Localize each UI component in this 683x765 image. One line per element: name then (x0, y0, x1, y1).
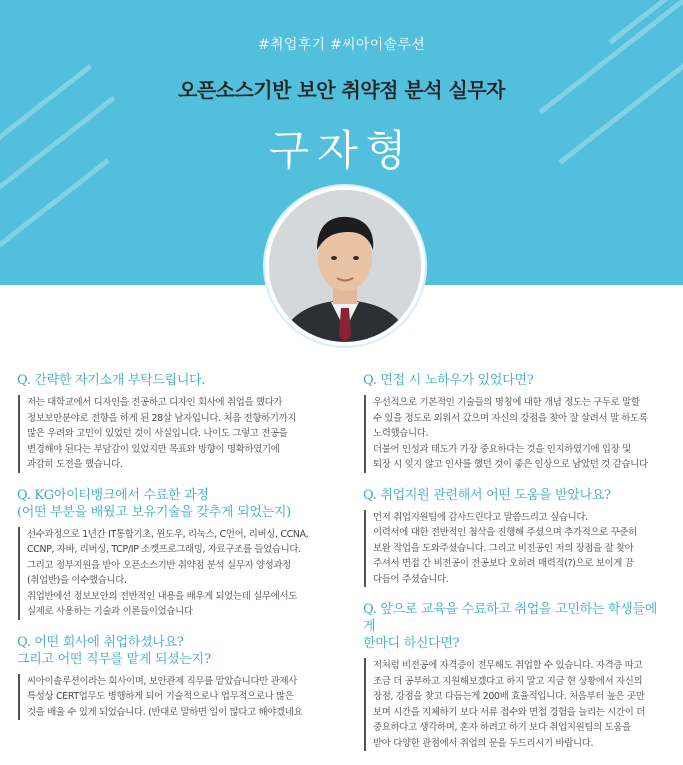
hashtags: #취업후기 #씨아이솔루션 (257, 37, 426, 53)
answer-text: 저처럼 비전공에 자격증이 전무해도 취업할 수 있습니다. 자격증 따고 조금 더 공부하고 지원해보겠다고 하지 말고 지금 현 상황에서 자신의 장점, 강점을 찾고 다듬는게 200배 효율적입니다. 처음부터 높은 곳만 보며 시간을 지체하기 보다 서류 접수와 면접 경험을 늘리는 시간이 더 중요하다고 생각하며, 혼자 하려고 하기 보다 취업지원팀의 도움을 받아 다양한 관점에서 취업의 문을 두드리시기 바랍니다. (364, 658, 663, 751)
question-text: Q. KG아이티뱅크에서 수료한 과정 (어떤 부분을 배웠고 보유기술을 갖추게 되었는지) (17, 487, 291, 520)
qa-item (363, 372, 663, 473)
qa-item (363, 601, 663, 751)
page-subtitle: 오픈소스기반 보안 취약점 분석 실무자 (178, 78, 505, 102)
answer-text: 씨아이솔루션이라는 회사이며, 보안관제 직무를 맡았습니다만 관제사 특성상 CERT업무도 병행하게 되어 기술적으로나 업무적으로나 많은 것을 배울 수 있게 되었습니다. (반대로 말하면 일이 많다고 해야겠네요 (18, 674, 317, 721)
right-column (363, 372, 663, 765)
question-text: Q. 면접 시 노하우가 있었다면? (363, 373, 534, 388)
person-portrait-icon (269, 190, 421, 342)
profile-photo (265, 186, 425, 346)
question-text: Q. 어떤 회사에 취업하셨나요? 그리고 어떤 직무를 맡게 되셨는지? (17, 634, 211, 667)
left-column (17, 372, 317, 734)
qa-item (17, 487, 317, 620)
person-name: 구자형 (268, 126, 415, 175)
qa-item (363, 487, 663, 588)
answer-text: 먼저 취업지원팀에 감사드린다고 말씀드리고 싶습니다. 이력서에 대한 전반적인 첨삭을 진행해 주셨으며 추가적으로 꾸준히 보완 작업을 도와주셨습니다. 그리고 비전공인 저의 장점을 잘 찾아 주셔서 면접 간 비전공이 전공보다 오히려 매력적(?)으로 보이게 끔 다듬어 주셨습니다. (364, 510, 663, 588)
answer-text: 저는 대학교에서 디자인을 전공하고 디자인 회사에 취업을 했다가 정보보안분야로 전향을 하게 된 28살 남자입니다. 처음 전향하기까지 많은 우려와 고민이 있었던 것이 사실입니다. 나이도 그렇고 전공을 변경해야 된다는 부담감이 있었지만 목표와 방향이 명확하였기에 과감히 도전을 했습니다. (18, 395, 317, 473)
question-text: Q. 간략한 자기소개 부탁드립니다. (17, 373, 206, 388)
answer-text: 우선적으로 기본적인 기술들의 명칭에 대한 개념 정도는 구두로 말할 수 있을 정도로 외워서 갔으며 자신의 강점을 찾아 잘 살려서 말 하도록 노력했습니다. 더불어 인성과 태도가 가장 중요하다는 것을 인지하였기에 입장 및 퇴장 시 잊지 않고 인사를 했던 것이 좋은 인상으로 남았던 것 같습니다 (364, 395, 663, 473)
question-text: Q. 앞으로 교육을 수료하고 취업을 고민하는 학생들에게 한마디 하신다면? (363, 602, 657, 651)
qa-item (17, 372, 317, 473)
question-text: Q. 취업지원 관련해서 어떤 도움을 받았나요? (363, 487, 611, 503)
answer-text: 선수과정으로 1년간 IT통합기초, 윈도우, 리눅스, C언어, 리버싱, CCNA, CCNP, 자바, 리버싱, TCP/IP 소켓프로그래밍, 자료구조를 들었습니다. 그리고 정부지원을 받아 오픈소스기반 취약점 분석 실무자 양성과정 (취업반)을 이수했습니다. 취업반에선 정보보안의 전반적인 내용을 배우게 되었는데 실무에서도 실제로 사용하는 기술과 이론들이었습니다 (18, 527, 317, 620)
qa-item (17, 634, 317, 721)
